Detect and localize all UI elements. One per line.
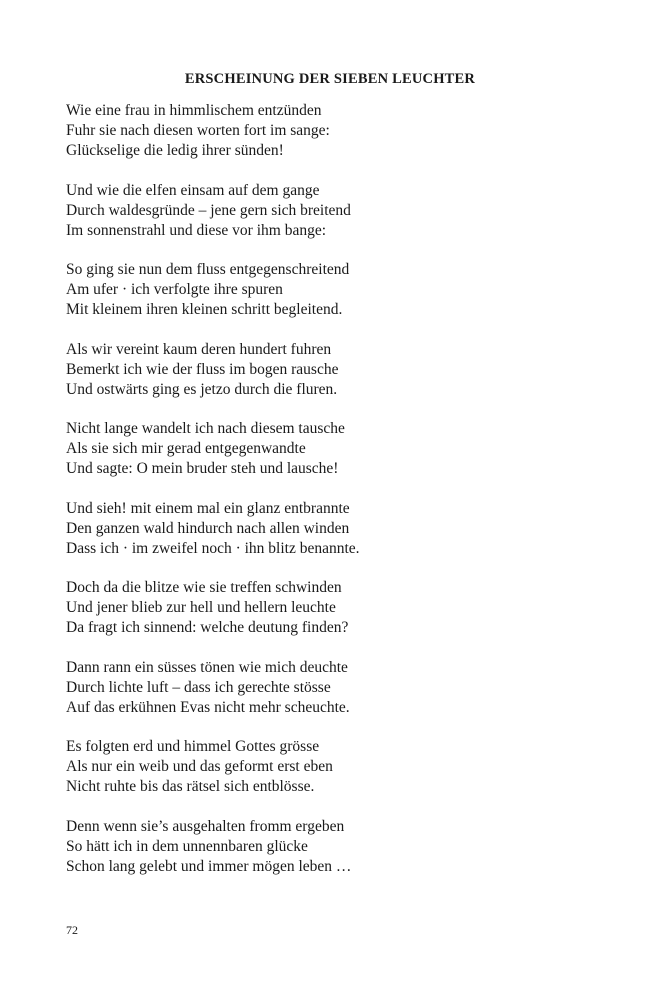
poem-line: Als wir vereint kaum deren hundert fuhren (66, 340, 332, 358)
poem-line: Im sonnenstrahl und diese vor ihm bange: (66, 221, 327, 239)
poem-line: So ging sie nun dem fluss entgegenschreitend (66, 261, 350, 278)
poem-line: Und jener blieb zur hell und hellern leuchte (66, 599, 336, 616)
poem-line: Dass ich · im zweifel noch · ihn blitz benannte. (66, 539, 360, 557)
poem-line: Mit kleinem ihren kleinen schritt begleitend. (66, 301, 343, 318)
poem (66, 101, 606, 896)
stanza (66, 260, 606, 320)
stanza (66, 817, 606, 877)
poem-line: Als nur ein weib und das geformt erst eben (66, 758, 333, 775)
poem-line: Und ostwärts ging es jetzo durch die fluren. (66, 380, 338, 398)
poem-line: Und sagte: O mein bruder steh und lausche! (66, 460, 339, 477)
stanza (66, 101, 606, 161)
poem-line: Glückselige die ledig ihrer sünden! (66, 142, 284, 159)
poem-line: Fuhr sie nach diesen worten fort im sange: (66, 122, 330, 139)
poem-line: Dann rann ein süsses tönen wie mich deuchte (66, 658, 348, 676)
stanza (66, 499, 606, 559)
stanza (66, 737, 606, 797)
stanza (66, 658, 606, 718)
poem-line: Denn wenn sie’s ausgehalten fromm ergeben (66, 817, 345, 835)
page-number: 72 (66, 923, 78, 937)
stanza (66, 419, 606, 479)
poem-line: So hätt ich in dem unnennbaren glücke (66, 837, 308, 855)
poem-line: Doch da die blitze wie sie treffen schwinden (66, 579, 342, 596)
poem-line: Schon lang gelebt und immer mögen leben … (66, 857, 352, 875)
poem-line: Durch lichte luft – dass ich gerechte stösse (66, 678, 331, 696)
stanza (66, 578, 606, 638)
poem-line: Durch waldesgründe – jene gern sich breitend (66, 201, 351, 219)
poem-line: Den ganzen wald hindurch nach allen winden (66, 519, 350, 537)
poem-line: Als sie sich mir gerad entgegenwandte (66, 440, 306, 457)
page-title: ERSCHEINUNG DER SIEBEN LEUCHTER (184, 71, 476, 87)
poem-line: Da fragt ich sinnend: welche deutung finden? (66, 619, 349, 636)
poem-line: Und sieh! mit einem mal ein glanz entbrannte (66, 499, 350, 517)
poem-line: Es folgten erd und himmel Gottes grösse (66, 738, 320, 755)
poem-line: Und wie die elfen einsam auf dem gange (66, 181, 320, 199)
poem-line: Wie eine frau in himmlischem entzünden (66, 102, 322, 119)
poem-line: Nicht lange wandelt ich nach diesem tausche (66, 420, 345, 437)
poem-line: Nicht ruhte bis das rätsel sich entblösse. (66, 778, 315, 795)
poem-line: Auf das erkühnen Evas nicht mehr scheuchte. (66, 698, 350, 716)
stanza (66, 181, 606, 241)
stanza (66, 340, 606, 400)
poem-line: Am ufer · ich verfolgte ihre spuren (66, 281, 283, 298)
poem-line: Bemerkt ich wie der fluss im bogen rausche (66, 360, 339, 378)
